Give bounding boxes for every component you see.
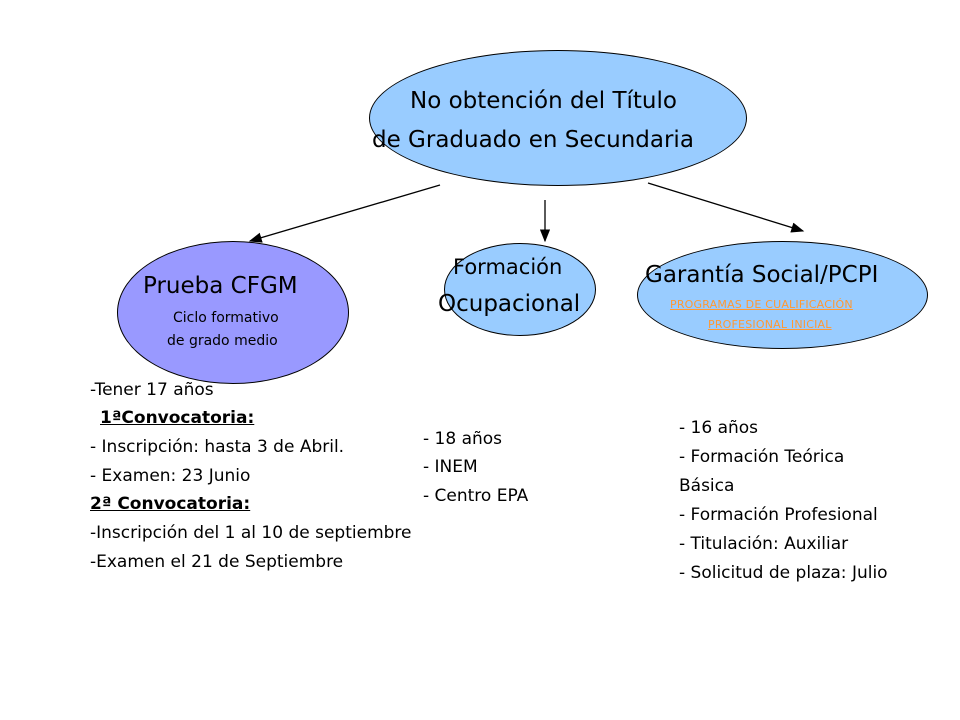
- cfgm-sub2: de grado medio: [167, 333, 278, 349]
- garantia-detail-5: - Solicitud de plaza: Julio: [679, 563, 888, 583]
- cfgm-detail-1: 1ªConvocatoria:: [100, 408, 255, 428]
- formacion-line1: Formación: [453, 255, 563, 279]
- garantia-title: Garantía Social/PCPI: [645, 262, 879, 288]
- arrow-to-cfgm: [250, 185, 440, 241]
- cfgm-detail-3: - Examen: 23 Junio: [90, 466, 251, 486]
- arrow-to-garantia: [648, 183, 803, 231]
- garantia-detail-1: - Formación Teórica: [679, 447, 845, 467]
- cfgm-detail-0: -Tener 17 años: [90, 380, 214, 400]
- cfgm-detail-2: - Inscripción: hasta 3 de Abril.: [90, 437, 345, 457]
- cfgm-title: Prueba CFGM: [143, 273, 298, 299]
- garantia-link-line2[interactable]: PROFESIONAL INICIAL: [708, 318, 832, 331]
- formacion-line2: Ocupacional: [438, 291, 581, 317]
- cfgm-detail-5: -Inscripción del 1 al 10 de septiembre: [90, 523, 412, 543]
- root-node-line1: No obtención del Título: [410, 88, 677, 114]
- root-node-line2: de Graduado en Secundaria: [372, 127, 694, 153]
- cfgm-detail-6: -Examen el 21 de Septiembre: [90, 552, 344, 572]
- root-node-ellipse: [369, 50, 747, 186]
- cfgm-sub1: Ciclo formativo: [173, 310, 279, 326]
- formacion-detail-1: - INEM: [423, 457, 478, 477]
- garantia-link-line1[interactable]: PROGRAMAS DE CUALIFICACIÓN: [670, 298, 853, 311]
- garantia-detail-2: Básica: [679, 476, 735, 496]
- garantia-detail-4: - Titulación: Auxiliar: [679, 534, 849, 554]
- formacion-detail-0: - 18 años: [423, 429, 503, 449]
- garantia-detail-0: - 16 años: [679, 418, 759, 438]
- formacion-detail-2: - Centro EPA: [423, 486, 529, 506]
- cfgm-detail-4: 2ª Convocatoria:: [90, 494, 251, 514]
- garantia-node-ellipse: [637, 241, 928, 349]
- garantia-detail-3: - Formación Profesional: [679, 505, 878, 525]
